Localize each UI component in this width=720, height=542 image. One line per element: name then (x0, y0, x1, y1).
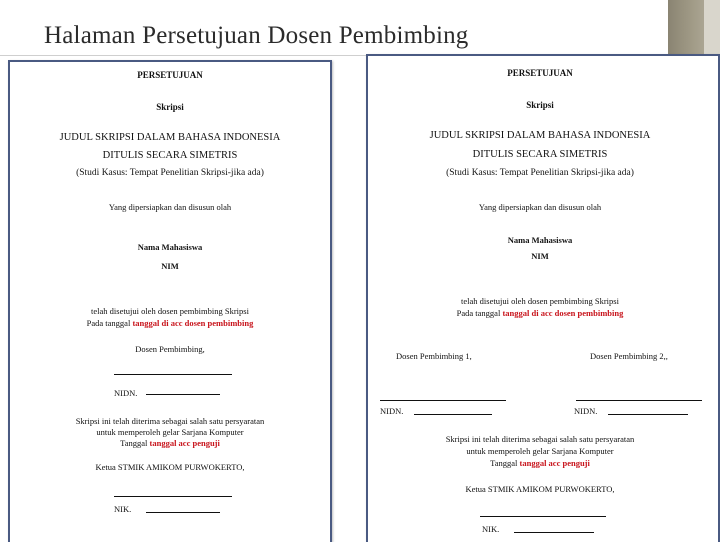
advisor-nidn-line (146, 394, 220, 395)
case-study: (Studi Kasus: Tempat Penelitian Skripsi-jika ada) (446, 168, 634, 178)
advisor-1-signature-line (380, 400, 506, 401)
student-name: Nama Mahasiswa (137, 242, 203, 252)
case-study: (Studi Kasus: Tempat Penelitian Skripsi-jika ada) (76, 168, 264, 178)
acceptance-statement-1: Skripsi ini telah diterima sebagai salah satu persyaratan (75, 416, 265, 426)
advisor-nidn-label: NIDN. (114, 388, 138, 398)
acceptance-date-value: tanggal acc penguji (149, 438, 220, 448)
approval-date-value: tanggal di acc dosen pembimbing (502, 308, 624, 318)
document-type: Skripsi (526, 100, 554, 110)
approval-date: Pada tanggal tanggal di acc dosen pembimbing (456, 308, 624, 318)
thesis-title-line-1: JUDUL SKRIPSI DALAM BAHASA INDONESIA (59, 132, 281, 143)
approval-statement: telah disetujui oleh dosen pembimbing Skripsi (461, 296, 619, 306)
advisor-1-label: Dosen Pembimbing 1, (396, 351, 472, 361)
slide-title: Halaman Persetujuan Dosen Pembimbing (44, 22, 469, 49)
thesis-title-line-2: DITULIS SECARA SIMETRIS (102, 150, 238, 161)
advisor-2-signature-line (576, 400, 702, 401)
advisor-2-nidn-line (608, 414, 688, 415)
advisor-1-nidn-line (414, 414, 492, 415)
acceptance-statement-1: Skripsi ini telah diterima sebagai salah satu persyaratan (445, 434, 635, 444)
thesis-title-line-1: JUDUL SKRIPSI DALAM BAHASA INDONESIA (429, 130, 651, 141)
advisor-2-nidn-label: NIDN. (574, 406, 598, 416)
approval-date: Pada tanggal tanggal di acc dosen pembimbing (86, 318, 254, 328)
chair-nik-line (514, 532, 594, 533)
prepared-by: Yang dipersiapkan dan disusun olah (108, 202, 232, 212)
advisor-1-nidn-label: NIDN. (380, 406, 404, 416)
document-type: Skripsi (156, 102, 184, 112)
acceptance-date: Tanggal tanggal acc penguji (120, 438, 220, 448)
page-heading: PERSETUJUAN (507, 68, 573, 78)
advisor-signature-line (114, 374, 232, 375)
student-name: Nama Mahasiswa (507, 235, 573, 245)
chair-label: Ketua STMIK AMIKOM PURWOKERTO, (465, 484, 615, 494)
approval-page-two-advisors (366, 54, 720, 542)
acceptance-statement-2: untuk memperoleh gelar Sarjana Komputer (96, 427, 244, 437)
acceptance-statement-2: untuk memperoleh gelar Sarjana Komputer (466, 446, 614, 456)
acceptance-date: Tanggal tanggal acc penguji (490, 458, 590, 468)
chair-label: Ketua STMIK AMIKOM PURWOKERTO, (95, 462, 245, 472)
approval-date-value: tanggal di acc dosen pembimbing (132, 318, 254, 328)
chair-nik-line (146, 512, 220, 513)
chair-nik-label: NIK. (114, 504, 132, 514)
thesis-title-line-2: DITULIS SECARA SIMETRIS (472, 149, 608, 160)
chair-nik-label: NIK. (482, 524, 500, 534)
student-nim: NIM (531, 251, 549, 261)
chair-signature-line (114, 496, 232, 497)
approval-statement: telah disetujui oleh dosen pembimbing Skripsi (91, 306, 249, 316)
approval-page-single-advisor (8, 60, 332, 542)
prepared-by: Yang dipersiapkan dan disusun olah (478, 202, 602, 212)
page-heading: PERSETUJUAN (137, 70, 203, 80)
acceptance-date-value: tanggal acc penguji (519, 458, 590, 468)
advisor-label: Dosen Pembimbing, (135, 344, 205, 354)
student-nim: NIM (161, 261, 179, 271)
advisor-2-label: Dosen Pembimbing 2,, (590, 351, 668, 361)
chair-signature-line (480, 516, 606, 517)
